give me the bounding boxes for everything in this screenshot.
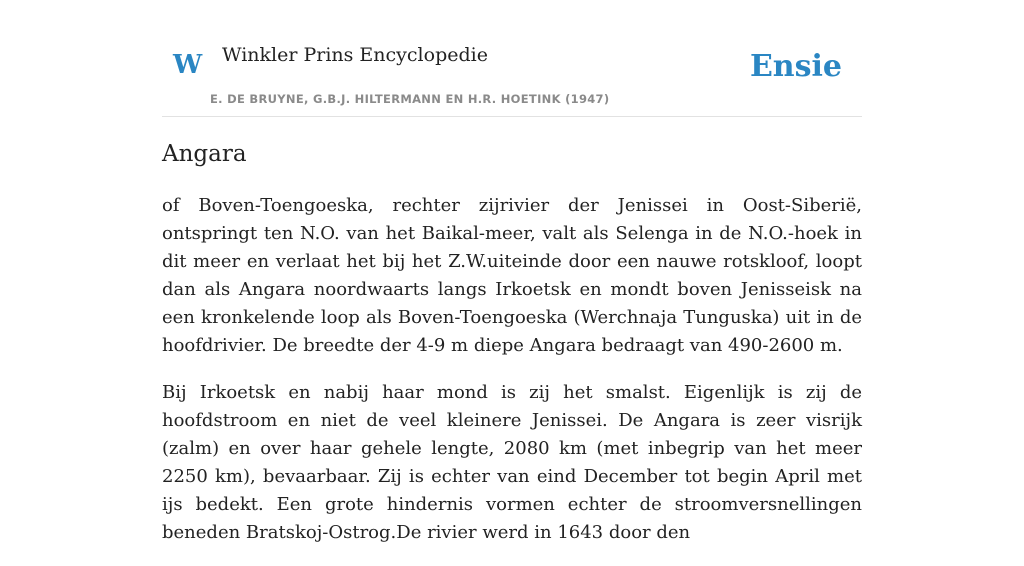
article-body	[162, 192, 862, 566]
article-title: Angara	[162, 141, 247, 167]
article-paragraph: of Boven-Toengoeska, rechter zijrivier der Jenissei in Oost-Siberië, ontspringt ten N.O. van het Baikal-meer, valt als Selenga in de N.O.-hoek in dit meer en verlaat het bij het Z.W.uiteinde door een nauwe rotskloof, loopt dan als Angara noordwaarts langs Irkoetsk en mondt boven Jenisseisk na een kronkelende loop als Boven-Toengoeska (Werchnaja Tunguska) uit in de hoofdrivier. De breedte der 4-9 m diepe Angara bedraagt van 490-2600 m.	[162, 195, 862, 356]
book-authors: E. DE BRUYNE, G.B.J. HILTERMANN EN H.R. HOETINK (1947)	[210, 92, 610, 106]
winkler-prins-logo[interactable]: W	[173, 50, 203, 80]
ensie-logo[interactable]: Ensie	[749, 49, 842, 84]
article-paragraph: Bij Irkoetsk en nabij haar mond is zij het smalst. Eigenlijk is zij de hoofdstroom en niet de veel kleinere Jenissei. De Angara is zeer visrijk (zalm) en over haar gehele lengte, 2080 km (met inbegrip van het meer 2250 km), bevaarbaar. Zij is echter van eind December tot begin April met ijs bedekt. Een grote hindernis vormen echter de stroomversnellingen beneden Bratskoj-Ostrog.De rivier werd in 1643 door den	[162, 382, 862, 543]
book-title-link[interactable]: Winkler Prins Encyclopedie	[222, 44, 488, 66]
book-header	[162, 0, 862, 117]
